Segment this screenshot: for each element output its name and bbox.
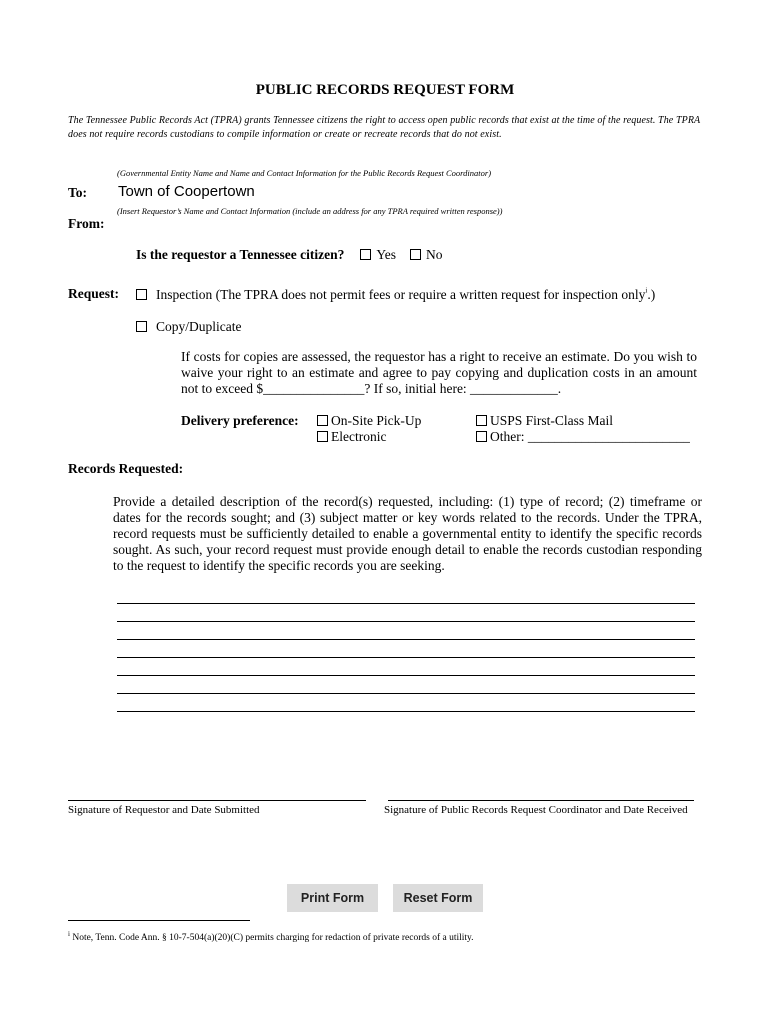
reset-form-button[interactable]: Reset Form	[393, 884, 483, 912]
electronic-checkbox[interactable]	[317, 431, 328, 442]
intro-text: The Tennessee Public Records Act (TPRA) grants Tennessee citizens the right to access open public records that exist at the time of the request. The TPRA does not require records custodians to compile information or create or recreate records that do not exist.	[68, 115, 701, 140]
request-label: Request:	[68, 286, 119, 301]
coordinator-signature-label: Signature of Public Records Request Coordinator and Date Received	[384, 804, 688, 816]
to-caption: (Governmental Entity Name and Name and Contact Information for the Public Records Request Coordinator)	[117, 168, 492, 178]
delivery-onsite	[317, 413, 421, 429]
copy-label: Copy/Duplicate	[156, 319, 242, 334]
from-label: From:	[68, 216, 105, 231]
citizen-yes-checkbox[interactable]	[360, 249, 371, 260]
citizen-yes-label: Yes	[376, 247, 397, 262]
onsite-label: On-Site Pick-Up	[331, 413, 422, 428]
delivery-other	[476, 429, 690, 445]
requestor-signature-line[interactable]	[68, 800, 366, 801]
print-form-button[interactable]: Print Form	[287, 884, 378, 912]
usps-label: USPS First-Class Mail	[490, 413, 614, 428]
requestor-signature-label: Signature of Requestor and Date Submitted	[68, 804, 260, 816]
inspection-label: Inspection (The TPRA does not permit fees or require a written request for inspection only	[156, 287, 646, 302]
footnote	[68, 930, 474, 943]
other-checkbox[interactable]	[476, 431, 487, 442]
footnote-mark: i	[68, 930, 70, 938]
footnote-ref: i	[645, 286, 648, 295]
inspection-label-end: .)	[647, 287, 656, 302]
footnote-divider	[68, 920, 250, 921]
delivery-usps	[476, 413, 613, 429]
citizen-no-checkbox[interactable]	[410, 249, 421, 260]
records-line	[117, 639, 695, 640]
citizen-no-label: No	[426, 247, 443, 262]
coordinator-signature-line[interactable]	[388, 800, 694, 801]
inspection-option	[136, 286, 655, 304]
records-line	[117, 621, 695, 622]
to-label: To:	[68, 185, 88, 200]
records-label: Records Requested:	[68, 461, 184, 476]
copy-checkbox[interactable]	[136, 321, 147, 332]
other-label: Other: ________________________	[490, 429, 690, 444]
delivery-label: Delivery preference:	[181, 413, 299, 428]
onsite-checkbox[interactable]	[317, 415, 328, 426]
from-caption: (Insert Requestor’s Name and Contact Information (include an address for any TPRA required written response))	[117, 206, 503, 216]
electronic-label: Electronic	[331, 429, 387, 444]
records-description: Provide a detailed description of the record(s) requested, including: (1) type of record; (2) timeframe or dates for the records sought; and (3) subject matter or key words related to the records. Under the TPRA, record requests must be sufficiently detailed to enable a governmental entity to identify the specific records sought. As such, your record request must provide enough detail to enable the records custodian responding to the request to identify the specific records you are seeking.	[113, 494, 702, 573]
copy-option	[136, 318, 241, 336]
usps-checkbox[interactable]	[476, 415, 487, 426]
citizen-row	[136, 246, 443, 264]
delivery-electronic	[317, 429, 386, 445]
inspection-checkbox[interactable]	[136, 289, 147, 300]
records-line	[117, 603, 695, 604]
footnote-text: Note, Tenn. Code Ann. § 10-7-504(a)(20)(C) permits charging for redaction of private records of a utility.	[69, 933, 474, 944]
from-field[interactable]	[118, 218, 542, 238]
form-title: PUBLIC RECORDS REQUEST FORM	[255, 82, 515, 98]
records-line	[117, 711, 695, 712]
records-line	[117, 657, 695, 658]
cost-estimate-text: If costs for copies are assessed, the requestor has a right to receive an estimate. Do you wish to waive your right to an estimate and agree to pay copying and duplication costs in an amount not to exceed $_______________? If so, initial here: _____________.	[181, 349, 697, 396]
records-line	[117, 675, 695, 676]
records-line	[117, 693, 695, 694]
citizen-question: Is the requestor a Tennessee citizen?	[136, 247, 345, 262]
to-field[interactable]	[118, 181, 538, 201]
